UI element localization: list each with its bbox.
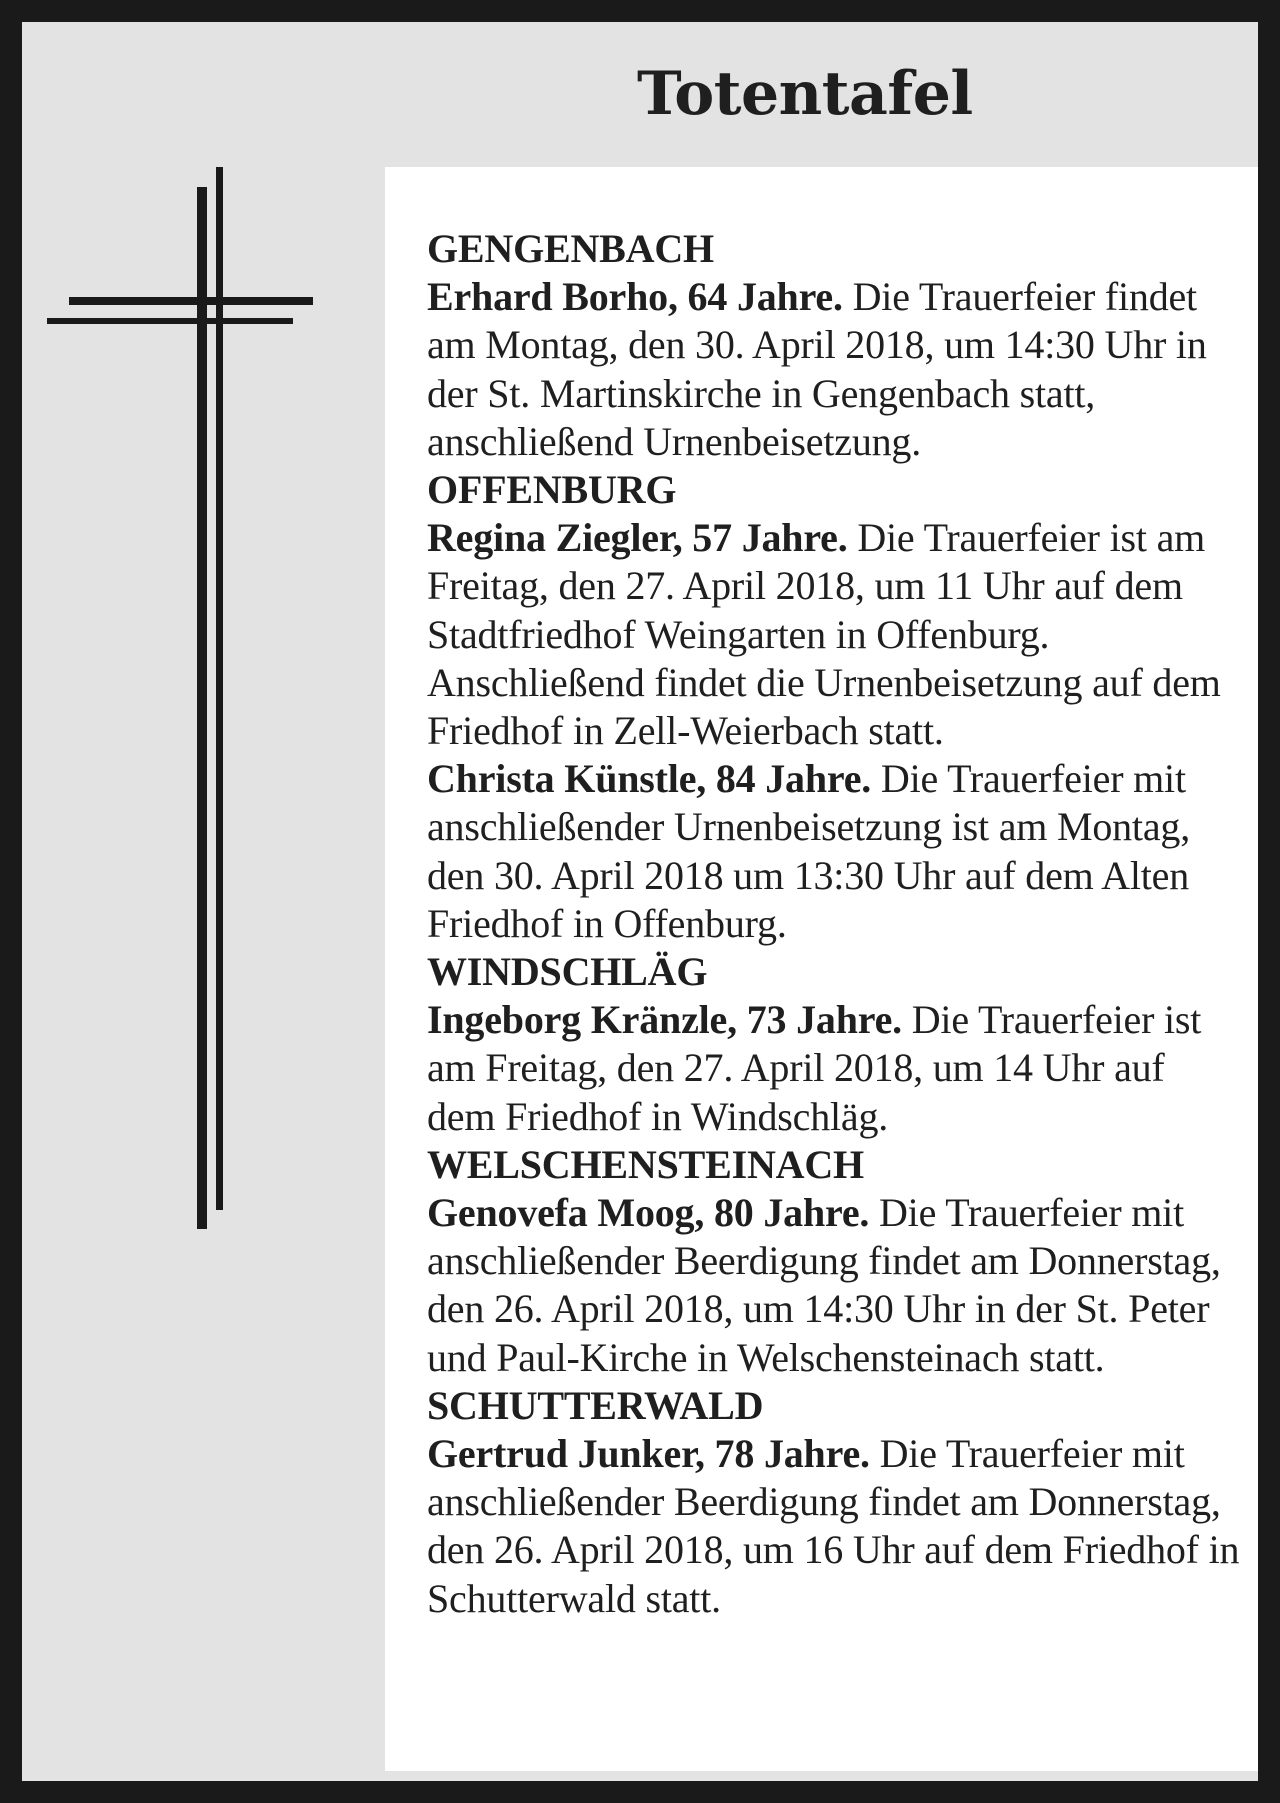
obituary-entry	[427, 514, 1240, 755]
person-name: Regina Ziegler, 57 Jahre.	[427, 515, 848, 561]
person-name: Gertrud Junker, 78 Jahre.	[427, 1431, 870, 1477]
obituary-text: Die Trauerfeier mit anschließender Beerdigung findet am Donnerstag, den 26. April 2018, um 14:30 Uhr in der St. Peter und Paul-Kirche in Welschensteinach statt.	[427, 1190, 1221, 1380]
obituary-entry	[427, 273, 1240, 466]
person-name: Erhard Borho, 64 Jahre.	[427, 274, 843, 320]
obituary-text: Die Trauerfeier ist am Freitag, den 27. April 2018, um 14 Uhr auf dem Friedhof in Windschläg.	[427, 997, 1202, 1139]
city-section	[427, 1382, 1240, 1623]
obituary-entry	[427, 1189, 1240, 1382]
city-section	[427, 466, 1240, 948]
obituary-text: Die Trauerfeier mit anschließender Urnenbeisetzung ist am Montag, den 30. April 2018 um 13:30 Uhr auf dem Alten Friedhof in Offenburg.	[427, 756, 1190, 946]
obituary-text: Die Trauerfeier findet am Montag, den 30. April 2018, um 14:30 Uhr in der St. Martinskirche in Gengenbach statt, anschließend Urnenbeisetzung.	[427, 274, 1207, 464]
page-title: Totentafel	[637, 59, 973, 129]
person-name: Ingeborg Kränzle, 73 Jahre.	[427, 997, 902, 1043]
obituary-entry	[427, 996, 1240, 1141]
person-name: Christa Künstle, 84 Jahre.	[427, 756, 872, 802]
city-section	[427, 948, 1240, 1141]
obituary-entry	[427, 1430, 1240, 1623]
obituary-text: Die Trauerfeier ist am Freitag, den 27. April 2018, um 11 Uhr auf dem Stadtfriedhof Weingarten in Offenburg. Anschließend findet die Urnenbeisetzung auf dem Friedhof in Zell-Weierbach statt.	[427, 515, 1221, 754]
city-section	[427, 225, 1240, 466]
person-name: Genovefa Moog, 80 Jahre.	[427, 1190, 870, 1236]
cross-icon	[22, 22, 422, 1781]
city-section	[427, 1141, 1240, 1382]
city-heading: WINDSCHLÄG	[427, 949, 708, 995]
city-heading: WELSCHENSTEINACH	[427, 1141, 864, 1187]
obituary-text: Die Trauerfeier mit anschließender Beerdigung findet am Donnerstag, den 26. April 2018, um 16 Uhr auf dem Friedhof in Schutterwald statt.	[427, 1431, 1240, 1621]
obituary-entry	[427, 755, 1240, 948]
city-heading: SCHUTTERWALD	[427, 1382, 764, 1428]
city-heading: OFFENBURG	[427, 467, 677, 513]
obituary-list	[385, 167, 1258, 1771]
obituary-panel	[22, 22, 1258, 1781]
city-heading: GENGENBACH	[427, 226, 714, 271]
